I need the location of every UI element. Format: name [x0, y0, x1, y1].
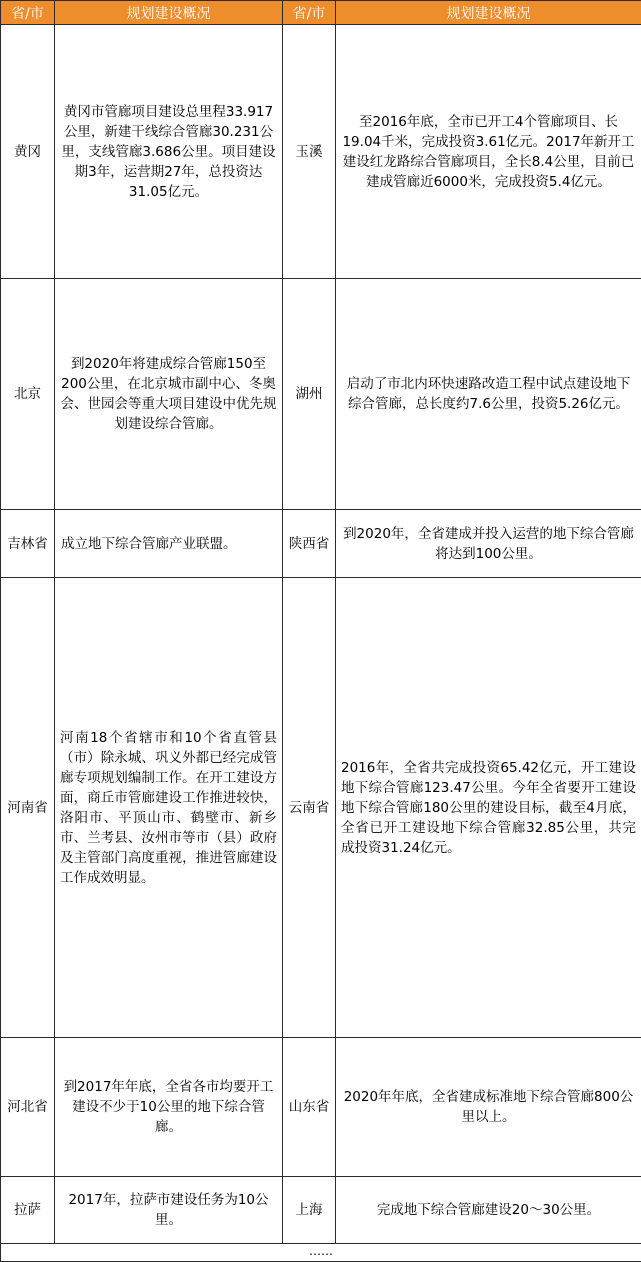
region-name: 湖州 — [283, 279, 336, 510]
region-overview: 河南18个省辖市和10个省直管县（市）除永城、巩义外都已经完成管廊专项规划编制工作。在开工建设方面，商丘市管廊建设工作推进较快，洛阳市、平顶山市、鹤壁市、新乡市、兰考县、汝州市等市（县）政府及主管部门高度重视，推进管廊建设工作成效明显。 — [55, 578, 283, 1038]
region-name: 河南省 — [1, 578, 55, 1038]
region-name: 云南省 — [283, 578, 336, 1038]
footer-row — [1, 1244, 641, 1262]
region-header-left: 省/市 — [1, 1, 55, 25]
region-overview: 2016年，全省共完成投资65.42亿元，开工建设地下综合管廊123.47公里。今年全省要开工建设地下综合管廊180公里的建设目标，截至4月底，全省已开工建设地下综合管廊32.85公里，共完成投资31.24亿元。 — [336, 578, 641, 1038]
table-row — [1, 25, 641, 279]
region-name: 拉萨 — [1, 1177, 55, 1244]
region-name: 河北省 — [1, 1038, 55, 1177]
region-overview: 成立地下综合管廊产业联盟。 — [55, 510, 283, 578]
region-overview: 启动了市北内环快速路改造工程中试点建设地下综合管廊，总长度约7.6公里，投资5.26亿元。 — [336, 279, 641, 510]
region-name: 吉林省 — [1, 510, 55, 578]
region-name: 上海 — [283, 1177, 336, 1244]
continuation-ellipsis: …… — [1, 1244, 641, 1262]
region-name: 黄冈 — [1, 25, 55, 279]
overview-header-right: 规划建设概况 — [336, 1, 641, 25]
region-overview: 2020年年底，全省建成标准地下综合管廊800公里以上。 — [336, 1038, 641, 1177]
overview-header-left: 规划建设概况 — [55, 1, 283, 25]
region-name: 陕西省 — [283, 510, 336, 578]
region-overview: 到2020年将建成综合管廊150至200公里，在北京城市副中心、冬奥会、世园会等重大项目建设中优先规划建设综合管廊。 — [55, 279, 283, 510]
region-overview: 黄冈市管廊项目建设总里程33.917公里，新建干线综合管廊30.231公里，支线管廊3.686公里。项目建设期3年，运营期27年，总投资达31.05亿元。 — [55, 25, 283, 279]
table-row — [1, 1038, 641, 1177]
table-row — [1, 510, 641, 578]
table-row — [1, 578, 641, 1038]
region-overview: 到2020年，全省建成并投入运营的地下综合管廊将达到100公里。 — [336, 510, 641, 578]
region-overview: 完成地下综合管廊建设20～30公里。 — [336, 1177, 641, 1244]
region-overview: 至2016年底，全市已开工4个管廊项目、长19.04千米，完成投资3.61亿元。2017年新开工建设红龙路综合管廊项目，全长8.4公里，目前已建成管廊近6000米，完成投资5.4亿元。 — [336, 25, 641, 279]
region-overview: 到2017年年底，全省各市均要开工建设不少于10公里的地下综合管廊。 — [55, 1038, 283, 1177]
region-name: 北京 — [1, 279, 55, 510]
region-name: 山东省 — [283, 1038, 336, 1177]
region-name: 玉溪 — [283, 25, 336, 279]
region-header-right: 省/市 — [283, 1, 336, 25]
header-row — [1, 1, 641, 25]
table-row — [1, 1177, 641, 1244]
region-overview: 2017年，拉萨市建设任务为10公里。 — [55, 1177, 283, 1244]
table-row — [1, 279, 641, 510]
